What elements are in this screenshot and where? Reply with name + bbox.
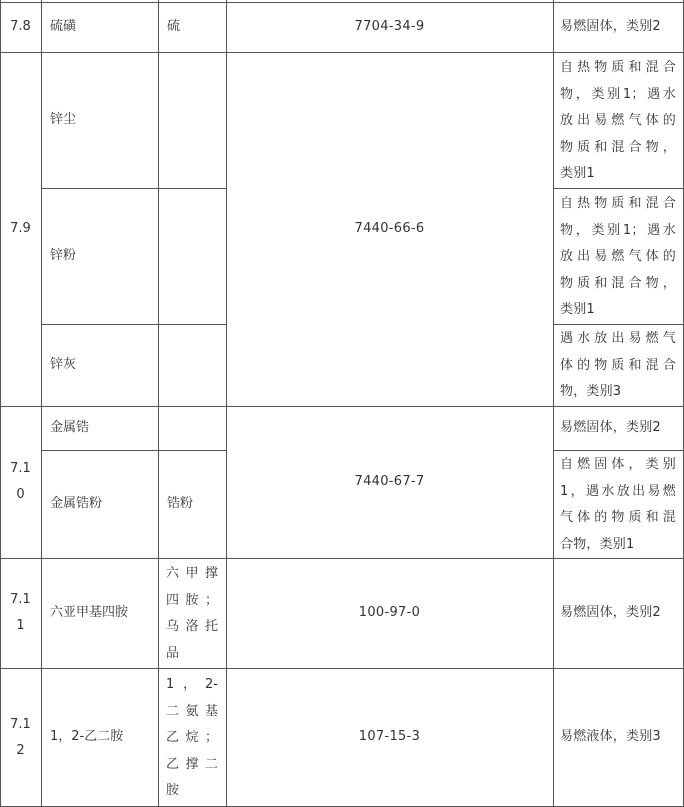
row-7-8-number: [0, 3, 41, 52]
row-divider: [0, 2, 684, 3]
row-7-12-number: [0, 668, 41, 807]
row-7-9-hazard-3: [553, 326, 684, 406]
cell-text-line: 物，类别1；遇水: [560, 86, 676, 102]
cell-text: 7440-67-7: [354, 473, 425, 489]
cell-text-line: 物，类别3: [560, 384, 622, 400]
column-divider: [553, 0, 554, 807]
cell-text-line: 类别1: [560, 166, 595, 182]
cell-text: 六亚甲基四胺: [50, 604, 129, 620]
row-7-11-cas: [226, 558, 553, 668]
row-7-8-cas: [226, 3, 553, 52]
cell-text-line: 气体的物质和混: [560, 510, 676, 525]
cell-text-line: 二氨基: [166, 703, 218, 719]
row-7-11-alias: [158, 560, 226, 668]
row-7-12-cas: [226, 668, 553, 807]
cell-text: 易燃液体，类别3: [560, 729, 661, 745]
row-7-9-hazard-2: [553, 191, 684, 324]
cell-text: 7.9: [10, 220, 31, 236]
cell-text: 硫: [167, 19, 181, 35]
cell-text: 锌粉: [50, 247, 77, 263]
cell-text-line: 胺: [166, 783, 180, 799]
cell-text-line: 物质和混合物，: [560, 275, 676, 291]
cell-text: 锌尘: [50, 111, 77, 127]
row-7-10-hazard-1: [553, 406, 684, 450]
row-divider: [553, 324, 684, 325]
cell-text-line: 乙撑二: [166, 756, 218, 772]
cell-text: 1，2-乙二胺: [50, 729, 124, 745]
cell-text: 107-15-3: [358, 729, 421, 745]
cell-text: 易燃固体，类别2: [560, 19, 661, 35]
row-7-9-number: [0, 52, 41, 406]
cell-text-line: 7.1: [10, 716, 31, 732]
cell-text-line: 1: [16, 618, 25, 633]
cell-text: 易燃固体，类别2: [560, 604, 661, 620]
cell-text-line: 六甲撑: [166, 566, 218, 581]
cell-text: 100-97-0: [358, 604, 421, 620]
cell-text: 易燃固体，类别2: [560, 419, 661, 435]
row-7-11-name: [41, 558, 158, 668]
row-7-11-number: [0, 558, 41, 668]
cell-text: 锌灰: [50, 356, 77, 372]
row-7-10-cas: [226, 406, 553, 558]
cell-text-line: 乌洛托: [166, 619, 218, 634]
cell-text-line: 放出易燃气体的: [560, 249, 676, 265]
row-7-10-name-1: [41, 406, 158, 450]
cell-text-line: 7.1: [10, 592, 31, 607]
table-border: [0, 0, 1, 807]
row-divider: [0, 668, 684, 669]
row-7-8-alias: [158, 3, 226, 52]
row-divider: [0, 52, 684, 53]
cell-text-line: 遇水放出易燃气: [560, 331, 676, 347]
cell-text-line: 0: [16, 487, 25, 502]
row-7-8-name: [41, 3, 158, 52]
row-7-12-alias: [158, 670, 226, 807]
row-7-9-cas: [226, 52, 553, 406]
row-7-9-hazard-1: [553, 55, 684, 188]
row-7-9-name-3: [41, 324, 158, 406]
cell-text: 硫磺: [50, 19, 77, 35]
row-7-12-name: [41, 668, 158, 807]
cell-text: 7.8: [10, 19, 31, 35]
row-divider: [0, 558, 684, 559]
cell-text-line: 体的物质和混合: [560, 357, 676, 373]
cell-text: 7704-34-9: [354, 19, 425, 35]
row-divider: [553, 450, 684, 451]
row-divider: [0, 406, 684, 407]
row-7-10-hazard-2: [553, 452, 684, 558]
cell-text-line: 乙烷；: [166, 730, 218, 746]
row-7-9-name-2: [41, 188, 158, 324]
row-7-9-name-1: [41, 52, 158, 188]
row-7-11-hazard: [553, 558, 684, 668]
row-7-10-number: [0, 406, 41, 558]
cell-text-line: 1，2-: [166, 677, 218, 693]
row-divider: [41, 324, 226, 325]
cell-text-line: 自燃固体，类别: [560, 457, 676, 472]
cell-text: 金属锆粉: [50, 495, 103, 511]
cell-text-line: 7.1: [10, 461, 31, 476]
column-divider: [226, 0, 227, 807]
cell-text-line: 合物，类别1: [560, 536, 635, 552]
row-7-12-hazard: [553, 668, 684, 807]
row-divider: [41, 188, 226, 189]
cell-text-line: 2: [16, 742, 25, 758]
row-7-10-alias-2: [158, 450, 226, 558]
cell-text-line: 物质和混合物，: [560, 139, 676, 155]
column-divider: [158, 0, 159, 807]
cell-text-line: 1，遇水放出易燃: [560, 483, 676, 499]
cell-text: 锆粉: [167, 495, 194, 511]
cell-text-line: 物，类别1；遇水: [560, 222, 676, 238]
column-divider: [41, 0, 42, 807]
cell-text-line: 自热物质和混合: [560, 60, 676, 76]
cell-text-line: 类别1: [560, 302, 595, 318]
row-divider: [553, 188, 684, 189]
row-7-10-name-2: [41, 450, 158, 558]
cell-text-line: 品: [166, 645, 180, 661]
cell-text: 7440-66-6: [354, 220, 425, 236]
cell-text: 金属锆: [50, 419, 90, 435]
cell-text-line: 自热物质和混合: [560, 196, 676, 212]
row-divider: [41, 450, 226, 451]
row-7-8-hazard: [553, 3, 684, 52]
cell-text-line: 放出易燃气体的: [560, 113, 676, 129]
cell-text-line: 四胺；: [166, 592, 218, 608]
